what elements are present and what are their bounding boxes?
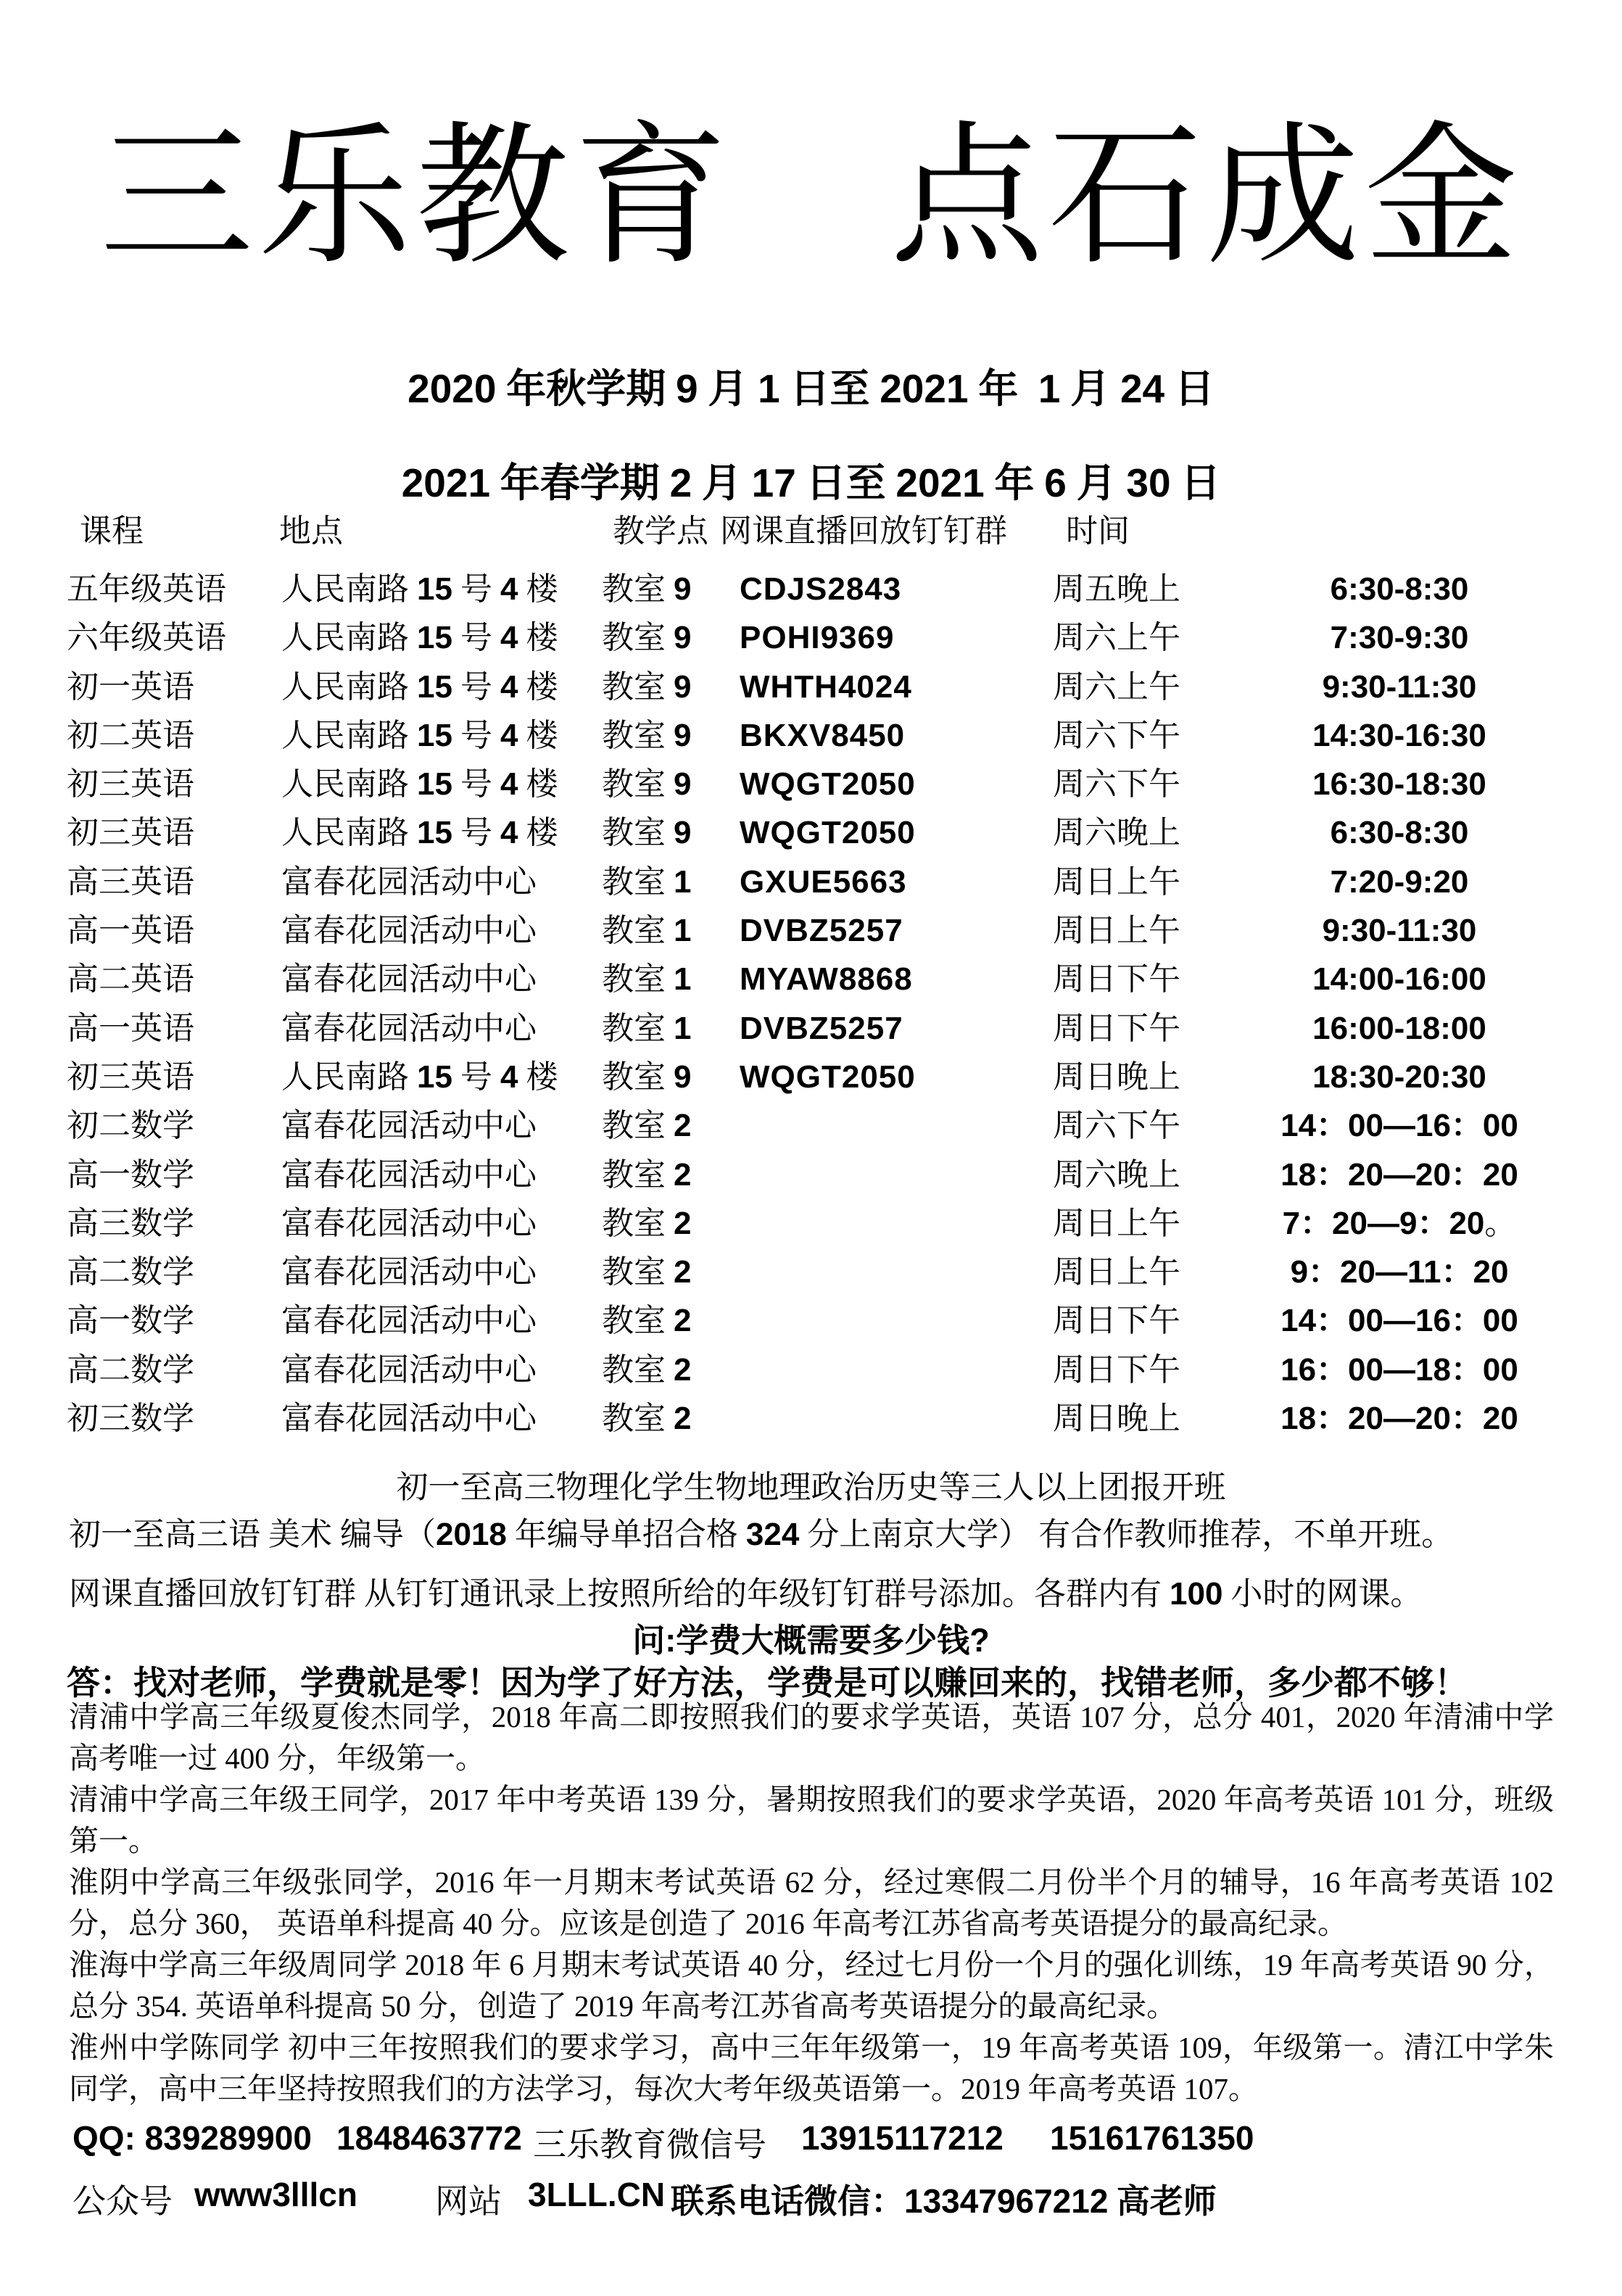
room-cell: 教室 9: [602, 668, 692, 705]
testimonial: 清浦中学高三年级夏俊杰同学，2018 年高二即按照我们的要求学英语，英语 107 分，总分 401，2020 年清浦中学高考唯一过 400 分，年级第一。: [69, 1700, 1554, 1775]
table-row: [0, 1296, 1622, 1345]
day-cell: 周日上午: [1053, 1205, 1180, 1241]
course-cell: 初三数学: [67, 1401, 194, 1437]
time-cell: 18：20—20：20: [1280, 1156, 1518, 1193]
room-cell: 教室 9: [602, 1058, 692, 1095]
dingtalk-code-cell: GXUE5663: [740, 863, 907, 900]
location-cell: 人民南路 15 号 4 楼: [281, 815, 558, 851]
group-enroll-note: 初一至高三物理化学生物地理政治历史等三人以上团报开班: [396, 1470, 1226, 1505]
location-cell: 人民南路 15 号 4 楼: [281, 620, 558, 656]
day-cell: 周六下午: [1053, 1108, 1180, 1144]
page-title: 三乐教育 点石成金: [99, 112, 1523, 283]
time-cell: 7:30-9:30: [1330, 620, 1469, 656]
time-cell: 16:00-18:00: [1312, 1010, 1486, 1046]
location-cell: 人民南路 15 号 4 楼: [281, 717, 558, 753]
header-location: 地点: [279, 513, 343, 549]
course-cell: 高一英语: [67, 1010, 194, 1046]
course-cell: 初二数学: [67, 1108, 194, 1144]
dingtalk-code-cell: BKXV8450: [740, 717, 906, 753]
art-program-note: 初一至高三语 美术 编导（2018 年编导单招合格 324 分上南京大学） 有合作教师推荐，不单开班。: [69, 1517, 1454, 1552]
course-cell: 高一数学: [67, 1303, 194, 1339]
qq-number-1: QQ: 839289900: [73, 2119, 312, 2157]
room-cell: 教室 2: [602, 1205, 692, 1241]
time-cell: 14:00-16:00: [1312, 961, 1486, 998]
course-cell: 高三英语: [67, 863, 194, 900]
course-cell: 高一数学: [67, 1156, 194, 1193]
room-cell: 教室 2: [602, 1303, 692, 1339]
schedule-table: [0, 510, 1622, 1443]
course-cell: 高三数学: [67, 1205, 194, 1241]
table-row: [0, 613, 1622, 662]
room-cell: 教室 9: [602, 815, 692, 851]
wechat-number-2: 15161761350: [1050, 2119, 1254, 2157]
table-row: [0, 1151, 1622, 1199]
room-cell: 教室 1: [602, 961, 692, 998]
header-course: 课程: [80, 513, 144, 549]
location-cell: 富春花园活动中心: [281, 1108, 537, 1144]
course-cell: 六年级英语: [67, 620, 226, 656]
course-cell: 初三英语: [67, 815, 194, 851]
day-cell: 周六上午: [1053, 620, 1180, 656]
dingtalk-code-cell: MYAW8868: [740, 961, 913, 998]
time-cell: 18：20—20：20: [1280, 1401, 1518, 1437]
table-row: [0, 1248, 1622, 1296]
course-cell: 高二数学: [67, 1254, 194, 1290]
room-cell: 教室 1: [602, 863, 692, 900]
table-row: [0, 1346, 1622, 1394]
dingtalk-instructions: 网课直播回放钉钉群 从钉钉通讯录上按照所给的年级钉钉群号添加。各群内有 100 小时的网课。: [69, 1576, 1423, 1612]
room-cell: 教室 9: [602, 766, 692, 803]
location-cell: 人民南路 15 号 4 楼: [281, 766, 558, 803]
room-cell: 教室 9: [602, 571, 692, 607]
location-cell: 富春花园活动中心: [281, 961, 537, 998]
day-cell: 周日下午: [1053, 1351, 1180, 1388]
day-cell: 周五晚上: [1053, 571, 1180, 607]
footer-contacts-line1: [0, 2118, 1622, 2163]
location-cell: 富春花园活动中心: [281, 863, 537, 900]
day-cell: 周六上午: [1053, 668, 1180, 705]
website-url: 3LLL.CN: [528, 2176, 666, 2213]
day-cell: 周日下午: [1053, 1303, 1180, 1339]
dingtalk-code-cell: WQGT2050: [740, 1058, 916, 1095]
table-row: [0, 858, 1622, 906]
website-label: 网站: [435, 2183, 502, 2220]
room-cell: 教室 2: [602, 1108, 692, 1144]
course-cell: 高一英语: [67, 913, 194, 949]
table-row: [0, 808, 1622, 857]
day-cell: 周日下午: [1053, 1010, 1180, 1046]
time-cell: 14：00—16：00: [1280, 1303, 1518, 1339]
location-cell: 人民南路 15 号 4 楼: [281, 571, 558, 607]
course-cell: 高二英语: [67, 961, 194, 998]
room-cell: 教室 1: [602, 913, 692, 949]
location-cell: 富春花园活动中心: [281, 1303, 537, 1339]
day-cell: 周六下午: [1053, 766, 1180, 803]
table-row: [0, 1199, 1622, 1248]
tuition-question: 问:学费大概需要多少钱?: [632, 1622, 990, 1659]
course-cell: 初二英语: [67, 717, 194, 753]
table-row: [0, 1053, 1622, 1101]
room-cell: 教室 9: [602, 717, 692, 753]
official-account-value: www3lllcn: [194, 2176, 357, 2213]
time-cell: 7:20-9:20: [1330, 863, 1469, 900]
time-cell: 14:30-16:30: [1312, 717, 1486, 753]
table-row: [0, 565, 1622, 613]
footer-contacts-line2: [0, 2175, 1622, 2220]
table-row: [0, 1004, 1622, 1053]
header-room: 教学点: [613, 513, 708, 549]
course-cell: 高二数学: [67, 1351, 194, 1388]
semester-fall-dates: 2020 年秋学期 9 月 1 日至 2021 年 1 月 24 日: [407, 366, 1215, 411]
location-cell: 富春花园活动中心: [281, 1156, 537, 1193]
testimonial: 淮州中学陈同学 初中三年按照我们的要求学习，高中三年年级第一，19 年高考英语 109，年级第一。清江中学朱同学，高中三年坚持按照我们的方法学习，每次大考年级英语第一。2019 年高考英语 107。: [69, 2031, 1554, 2105]
time-cell: 7：20—9：20。: [1282, 1205, 1517, 1241]
table-header: [0, 510, 1622, 565]
room-cell: 教室 2: [602, 1156, 692, 1193]
course-cell: 五年级英语: [67, 571, 226, 607]
time-cell: 14：00—16：00: [1280, 1108, 1518, 1144]
day-cell: 周日上午: [1053, 863, 1180, 900]
tuition-answer: 答：找对老师，学费就是零！因为学了好方法，学费是可以赚回来的，找错老师，多少都不够！: [67, 1664, 1468, 1702]
table-row: [0, 1394, 1622, 1443]
dingtalk-code-cell: DVBZ5257: [740, 913, 903, 949]
time-cell: 6:30-8:30: [1330, 815, 1469, 851]
room-cell: 教室 9: [602, 620, 692, 656]
day-cell: 周六下午: [1053, 717, 1180, 753]
room-cell: 教室 1: [602, 1010, 692, 1046]
time-cell: 18:30-20:30: [1312, 1058, 1486, 1095]
location-cell: 富春花园活动中心: [281, 913, 537, 949]
room-cell: 教室 2: [602, 1401, 692, 1437]
location-cell: 富春花园活动中心: [281, 1254, 537, 1290]
time-cell: 9：20—11：20: [1290, 1254, 1509, 1290]
wechat-number-1: 13915117212: [801, 2119, 1004, 2157]
day-cell: 周日晚上: [1053, 1401, 1180, 1437]
table-row: [0, 663, 1622, 711]
time-cell: 16:30-18:30: [1312, 766, 1486, 803]
location-cell: 人民南路 15 号 4 楼: [281, 668, 558, 705]
wechat-label: 三乐教育微信号: [533, 2126, 766, 2163]
location-cell: 富春花园活动中心: [281, 1010, 537, 1046]
day-cell: 周日下午: [1053, 961, 1180, 998]
day-cell: 周日晚上: [1053, 1058, 1180, 1095]
semester-spring-dates: 2021 年春学期 2 月 17 日至 2021 年 6 月 30 日: [401, 460, 1221, 505]
course-cell: 初三英语: [67, 1058, 194, 1095]
testimonial: 淮阴中学高三年级张同学，2016 年一月期末考试英语 62 分，经过寒假二月份半个月的辅导，16 年高考英语 102 分，总分 360， 英语单科提高 40 分。应该是创造了 2016 年高考江苏省高考英语提分的最高纪录。: [69, 1865, 1554, 1940]
dingtalk-code-cell: CDJS2843: [740, 571, 902, 607]
testimonials-section: [69, 1696, 1554, 2110]
testimonial: 淮海中学高三年级周同学 2018 年 6 月期末考试英语 40 分，经过七月份一个月的强化训练，19 年高考英语 90 分， 总分 354. 英语单科提高 50 分，创造了 2019 年高考江苏省高考英语提分的最高纪录。: [69, 1948, 1554, 2023]
header-time: 时间: [1066, 513, 1130, 549]
room-cell: 教室 2: [602, 1351, 692, 1388]
time-cell: 16：00—18：00: [1280, 1351, 1518, 1388]
table-row: [0, 711, 1622, 760]
dingtalk-code-cell: DVBZ5257: [740, 1010, 903, 1046]
dingtalk-code-cell: POHI9369: [740, 620, 895, 656]
official-account-label: 公众号: [73, 2183, 173, 2220]
table-row: [0, 955, 1622, 1003]
location-cell: 富春花园活动中心: [281, 1205, 537, 1241]
course-cell: 初一英语: [67, 668, 194, 705]
location-cell: 人民南路 15 号 4 楼: [281, 1058, 558, 1095]
time-cell: 6:30-8:30: [1330, 571, 1469, 607]
header-dingtalk-group: 网课直播回放钉钉群: [720, 513, 1007, 549]
day-cell: 周日上午: [1053, 1254, 1180, 1290]
table-row: [0, 1101, 1622, 1150]
day-cell: 周六晚上: [1053, 815, 1180, 851]
table-row: [0, 760, 1622, 808]
dingtalk-code-cell: WQGT2050: [740, 815, 916, 851]
course-cell: 初三英语: [67, 766, 194, 803]
location-cell: 富春花园活动中心: [281, 1401, 537, 1437]
dingtalk-code-cell: WQGT2050: [740, 766, 916, 803]
room-cell: 教室 2: [602, 1254, 692, 1290]
table-row: [0, 906, 1622, 955]
day-cell: 周六晚上: [1053, 1156, 1180, 1193]
contact-phone-teacher: 联系电话微信：13347967212 高老师: [671, 2182, 1217, 2220]
testimonial: 清浦中学高三年级王同学，2017 年中考英语 139 分，暑期按照我们的要求学英语，2020 年高考英语 101 分，班级第一。: [69, 1783, 1554, 1857]
day-cell: 周日上午: [1053, 913, 1180, 949]
dingtalk-code-cell: WHTH4024: [740, 668, 912, 705]
qq-number-2: 1848463772: [336, 2119, 522, 2157]
time-cell: 9:30-11:30: [1322, 913, 1477, 949]
location-cell: 富春花园活动中心: [281, 1351, 537, 1388]
time-cell: 9:30-11:30: [1322, 668, 1477, 705]
